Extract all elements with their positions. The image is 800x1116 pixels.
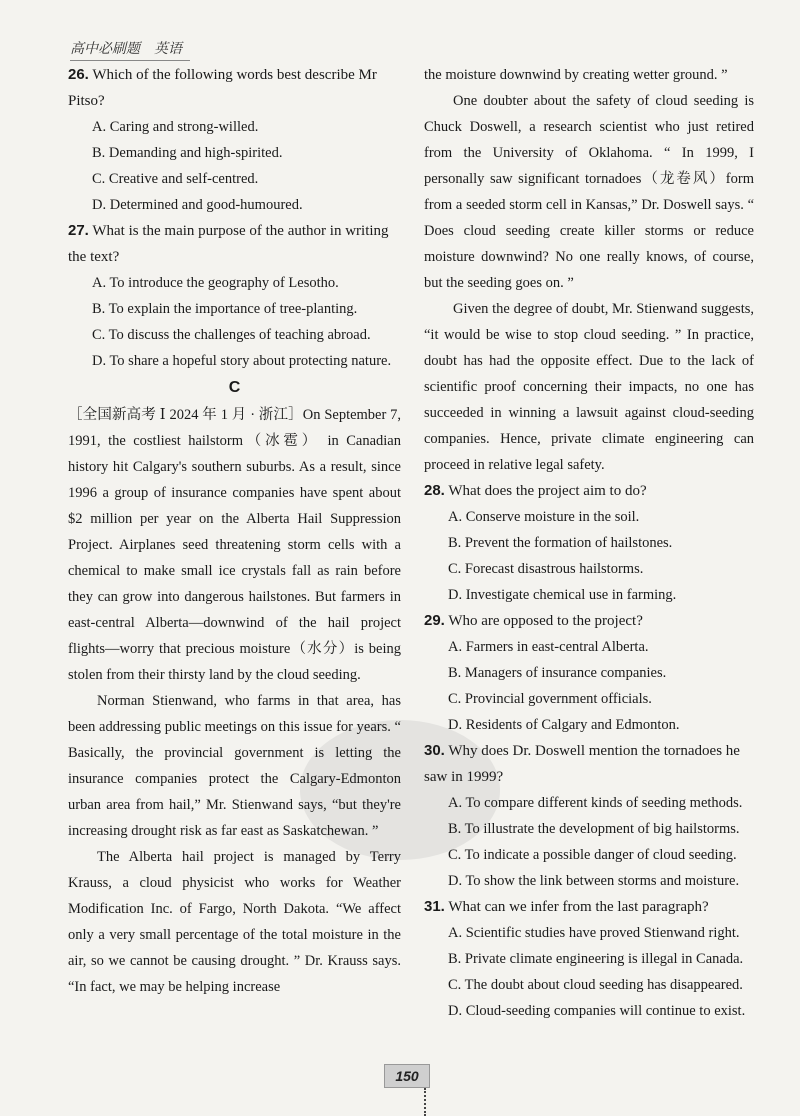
question-stem: Who are opposed to the project? (448, 613, 643, 629)
option-d: D. Cloud-seeding companies will continue to exist. (448, 1003, 746, 1019)
question-29 (424, 608, 754, 738)
option-a: A. To introduce the geography of Lesotho. (92, 275, 339, 291)
option-c: C. Provincial government officials. (448, 691, 652, 707)
page-number: 150 (384, 1064, 430, 1088)
option-a: A. To compare different kinds of seeding methods. (448, 795, 743, 811)
left-column (68, 62, 401, 1000)
section-heading: C (228, 379, 241, 396)
option-a: A. Caring and strong-willed. (92, 119, 259, 135)
question-27 (68, 218, 401, 374)
dotted-marker (424, 1088, 428, 1116)
option-c: C. The doubt about cloud seeding has disappeared. (448, 977, 743, 993)
option-a: A. Scientific studies have proved Stienwand right. (448, 925, 740, 941)
question-30 (424, 738, 754, 894)
option-c: C. To discuss the challenges of teaching abroad. (92, 327, 371, 343)
option-d: D. Investigate chemical use in farming. (448, 587, 677, 603)
option-b: B. Prevent the formation of hailstones. (448, 535, 673, 551)
question-28 (424, 478, 754, 608)
right-column (424, 62, 754, 1024)
question-stem: Why does Dr. Doswell mention the tornadoes he saw in 1999? (424, 743, 740, 785)
passage-paragraph: Given the degree of doubt, Mr. Stienwand suggests, “it would be wise to stop cloud seeding. ” In practice, doubt has had the opposite effect. Due to the lack of scientific proof concerning their impacts, no one has succeeded in winning a lawsuit against cloud-seeding companies. Hence, private climate engineering can proceed in relative legal safety. (424, 301, 754, 473)
question-stem: What can we infer from the last paragraph? (448, 899, 709, 915)
option-b: B. Demanding and high-spirited. (92, 145, 283, 161)
question-stem: Which of the following words best describe Mr Pitso? (68, 67, 377, 109)
question-number: 30. (424, 742, 445, 759)
question-number: 29. (424, 612, 445, 629)
running-header: 高中必刷题 英语 (70, 38, 190, 61)
option-b: B. To explain the importance of tree-planting. (92, 301, 358, 317)
option-c: C. To indicate a possible danger of cloud seeding. (448, 847, 737, 863)
option-d: D. To share a hopeful story about protecting nature. (92, 353, 392, 369)
passage-paragraph: Norman Stienwand, who farms in that area, has been addressing public meetings on this issue for years. “ Basically, the provincial government is letting the insurance companies protect the Calgary-Edmonton urban area from hail,” Mr. Stienwand says, “but they're increasing drought risk as far east as Saskatchewan. ” (68, 693, 401, 839)
passage-paragraph: the moisture downwind by creating wetter ground. ” (424, 67, 728, 83)
passage-paragraph: One doubter about the safety of cloud seeding is Chuck Doswell, a research scientist who just retired from the University of Oklahoma. “ In 1999, I personally saw significant tornadoes（龙卷风）form from a seeded storm cell in Kansas,” Dr. Doswell says. “ Does cloud seeding create killer storms or reduce moisture downwind? No one really knows, of course, but the seeding goes on. ” (424, 93, 754, 291)
option-a: A. Conserve moisture in the soil. (448, 509, 640, 525)
passage-paragraph: ［全国新高考 Ⅰ 2024 年 1 月 · 浙江］On September 7, 1991, the costliest hailstorm（冰雹） in Canadian history hit Calgary's southern suburbs. As a result, since 1996 a group of insurance companies have spent about $2 million per year on the Alberta Hail Suppression Project. Airplanes seed threatening storm cells with a chemical to make small ice crystals fall as rain before they can grow into dangerous hailstones. But farmers in east-central Alberta—downwind of the hail project flights—worry that precious moisture（水分）is being stolen from their thirsty land by the cloud seeding. (68, 407, 401, 683)
option-c: C. Forecast disastrous hailstorms. (448, 561, 644, 577)
question-31 (424, 894, 754, 1024)
option-d: D. Determined and good-humoured. (92, 197, 303, 213)
question-number: 27. (68, 222, 89, 239)
option-d: D. To show the link between storms and moisture. (448, 873, 740, 889)
option-a: A. Farmers in east-central Alberta. (448, 639, 649, 655)
option-b: B. To illustrate the development of big hailstorms. (448, 821, 740, 837)
passage-paragraph: The Alberta hail project is managed by Terry Krauss, a cloud physicist who works for Weather Modification Inc. of Fargo, North Dakota. “We affect only a very small percentage of the total moisture in the air, so we cannot be causing drought. ” Dr. Krauss says. “In fact, we may be helping increase (68, 849, 401, 995)
option-b: B. Managers of insurance companies. (448, 665, 667, 681)
question-number: 26. (68, 66, 89, 83)
question-26 (68, 62, 401, 218)
option-b: B. Private climate engineering is illegal in Canada. (448, 951, 744, 967)
option-d: D. Residents of Calgary and Edmonton. (448, 717, 680, 733)
question-number: 28. (424, 482, 445, 499)
question-stem: What does the project aim to do? (448, 483, 647, 499)
question-number: 31. (424, 898, 445, 915)
question-stem: What is the main purpose of the author in writing the text? (68, 223, 389, 265)
option-c: C. Creative and self-centred. (92, 171, 259, 187)
